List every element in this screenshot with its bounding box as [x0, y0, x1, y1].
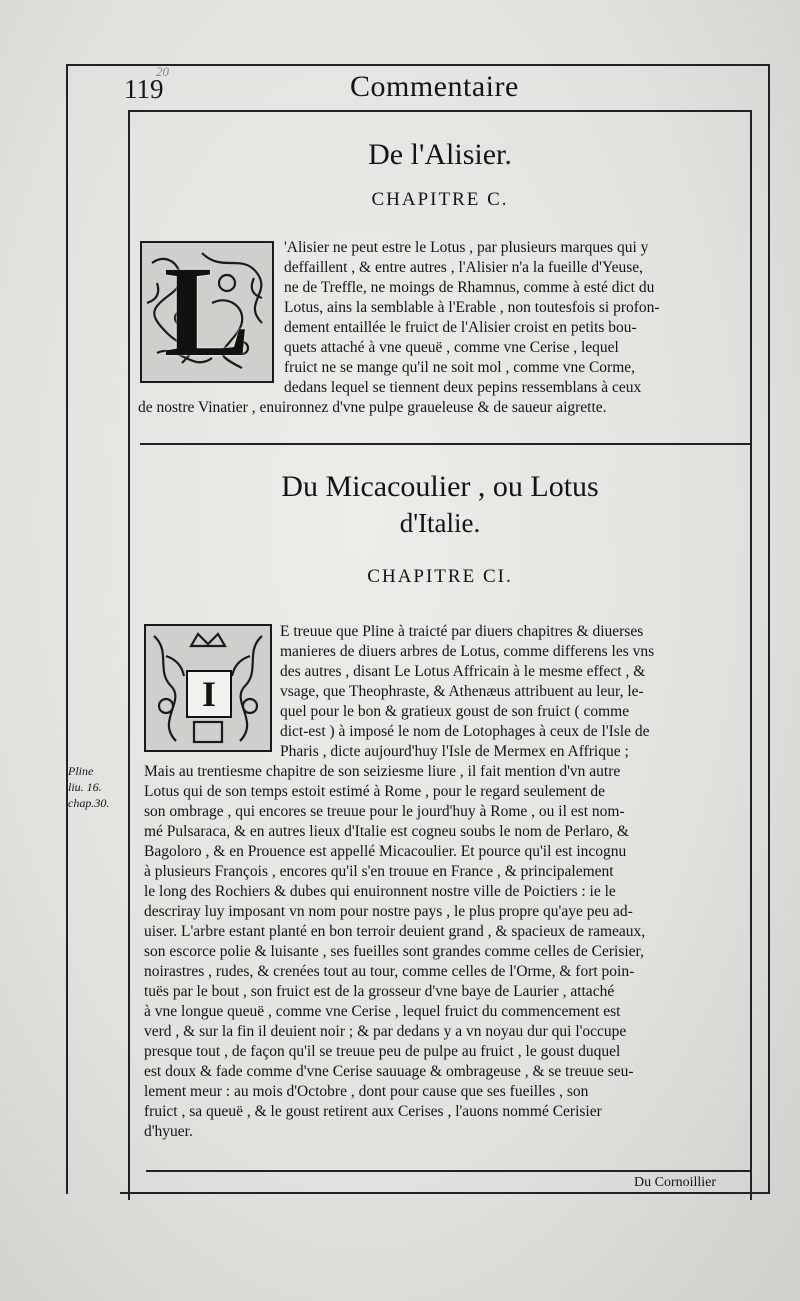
section2-title-line2: d'Italie. — [399, 508, 481, 538]
initial-letter: I — [186, 670, 232, 718]
margin-note-line: liu. 16. — [68, 780, 102, 794]
initial-letter: L — [163, 241, 251, 383]
section1-line: fruict ne se mange qu'il ne soit mol , comme vne Corme, — [284, 359, 636, 376]
decorated-initial-L — [140, 241, 274, 383]
section2-line: quel pour le bon & gratieux goust de son fruict ( comme — [280, 703, 630, 720]
margin-note-line: chap.30. — [68, 796, 110, 810]
section2-line: E treuue que Pline à traicté par diuers chapitres & diuerses — [280, 623, 644, 640]
section2-line: des autres , disant Le Lotus Affricain à le mesme effect , & — [280, 663, 646, 680]
section2-line: son escorce polie & luisante , ses fueilles sont grandes comme celles de Cerisier, — [144, 943, 644, 960]
section1-line: ne de Treffle, ne moings de Rhamnus, comme à esté dict du — [284, 279, 655, 296]
section1-line: dedans lequel se tiennent deux pepins ressemblans à ceux — [284, 379, 642, 396]
section2-line: verd , & sur la fin il deuient noir ; & par dedans y a vn noyau dur qui l'occupe — [144, 1023, 627, 1040]
section2-chapter: CHAPITRE CI. — [367, 566, 513, 587]
column-rule-left — [128, 110, 130, 1200]
section1-line: deffaillent , & entre autres , l'Alisier n'a la fueille d'Yeuse, — [284, 259, 644, 276]
section2-line: dict-est ) à imposé le nom de Lotophages à ceux de l'Isle de — [280, 723, 650, 740]
section1-line: Lotus, ains la semblable à l'Erable , non toutesfois si profon- — [284, 299, 660, 316]
section2-line: est doux & fade comme d'vne Cerise sauuage & ombrageuse , & se treuue seu- — [144, 1063, 634, 1080]
section1-line: quets attaché à vne queuë , comme vne Cerise , lequel — [284, 339, 619, 356]
section2-line: noirastres , rudes, & crenées tout au tour, comme celles de l'Orme, & fort poin- — [144, 963, 635, 980]
section1-title: De l'Alisier. — [368, 138, 512, 171]
frame-rule-right — [768, 64, 770, 1194]
section2-line: tuës par le bout , son fruict est de la grosseur d'vne baye de Laurier , attaché — [144, 983, 615, 1000]
section2-line: lement meur : au mois d'Octobre , dont pour cause que ses fueilles , son — [144, 1083, 589, 1100]
frame-rule-top — [66, 64, 770, 66]
section1-line: dement entaillée le fruict de l'Alisier croist en petits bou- — [284, 319, 637, 336]
section2-line: Bagoloro , & en Prouence est appellé Micacoulier. Et pource qu'il est incognu — [144, 843, 627, 860]
section2-line: le long des Rochiers & dubes qui enuironnent nostre ville de Poictiers : ie le — [144, 883, 616, 900]
column-rule-top — [128, 110, 752, 112]
section2-line: mé Pulsaraca, & en autres lieux d'Italie est cogneu soubs le nom de Perlaro, & — [144, 823, 629, 840]
section2-line: à vne longue queuë , comme vne Cerise , lequel fruict du commencement est — [144, 1003, 621, 1020]
section2-line: fruict , sa queuë , & le goust retirent aux Cerises , l'auons nommé Cerisier — [144, 1103, 602, 1120]
section2-line: presque tout , de façon qu'il se treuue peu de pulpe au fruict , le goust duquel — [144, 1043, 621, 1060]
decorated-initial-I — [144, 624, 272, 752]
section1-line: de nostre Vinatier , enuironnez d'vne pulpe graueleuse & de saueur aigrette. — [138, 399, 607, 416]
handwritten-mark: 20 — [156, 64, 169, 79]
section2-line: uiser. L'arbre estant planté en bon terroir deuient grand , & spacieux de rameaux, — [144, 923, 646, 940]
section2-line: Lotus qui de son temps estoit estimé à Rome , pour le regard seulement de — [144, 783, 606, 800]
section2-title-line1: Du Micacoulier , ou Lotus — [281, 470, 599, 503]
section2-line: Mais au trentiesme chapitre de son seiziesme liure , il fait mention d'vn autre — [144, 763, 621, 780]
frame-rule-left — [66, 64, 68, 1194]
section2-line: manieres de diuers arbres de Lotus, comme differens les vns — [280, 643, 655, 660]
section2-line: d'hyuer. — [144, 1123, 193, 1140]
section2-line: descriray luy imposant vn nom pour nostre pays , le plus propre qu'aye peu ad- — [144, 903, 633, 920]
page-number: 119 — [124, 74, 164, 104]
section2-line: son ombrage , qui encores se treuue pour le jourd'huy à Rome , ou il est nom- — [144, 803, 625, 820]
column-rule-right — [750, 110, 752, 1200]
section2-line: à plusieurs François , encores qu'il s'en trouue en France , & principalement — [144, 863, 614, 880]
catchword: Du Cornoillier — [634, 1175, 717, 1190]
section1-line: 'Alisier ne peut estre le Lotus , par plusieurs marques qui y — [284, 239, 649, 256]
frame-rule-bottom — [120, 1192, 770, 1194]
running-head: Commentaire — [350, 70, 519, 103]
margin-note-line: Pline — [68, 764, 94, 778]
section-divider — [140, 443, 752, 445]
column-rule-bottom — [146, 1170, 752, 1172]
section2-line: Pharis , dicte aujourd'huy l'Isle de Mermex en Affrique ; — [280, 743, 629, 760]
section2-line: vsage, que Theophraste, & Athenæus attribuent au leur, le- — [280, 683, 644, 700]
section1-chapter: CHAPITRE C. — [371, 189, 509, 210]
